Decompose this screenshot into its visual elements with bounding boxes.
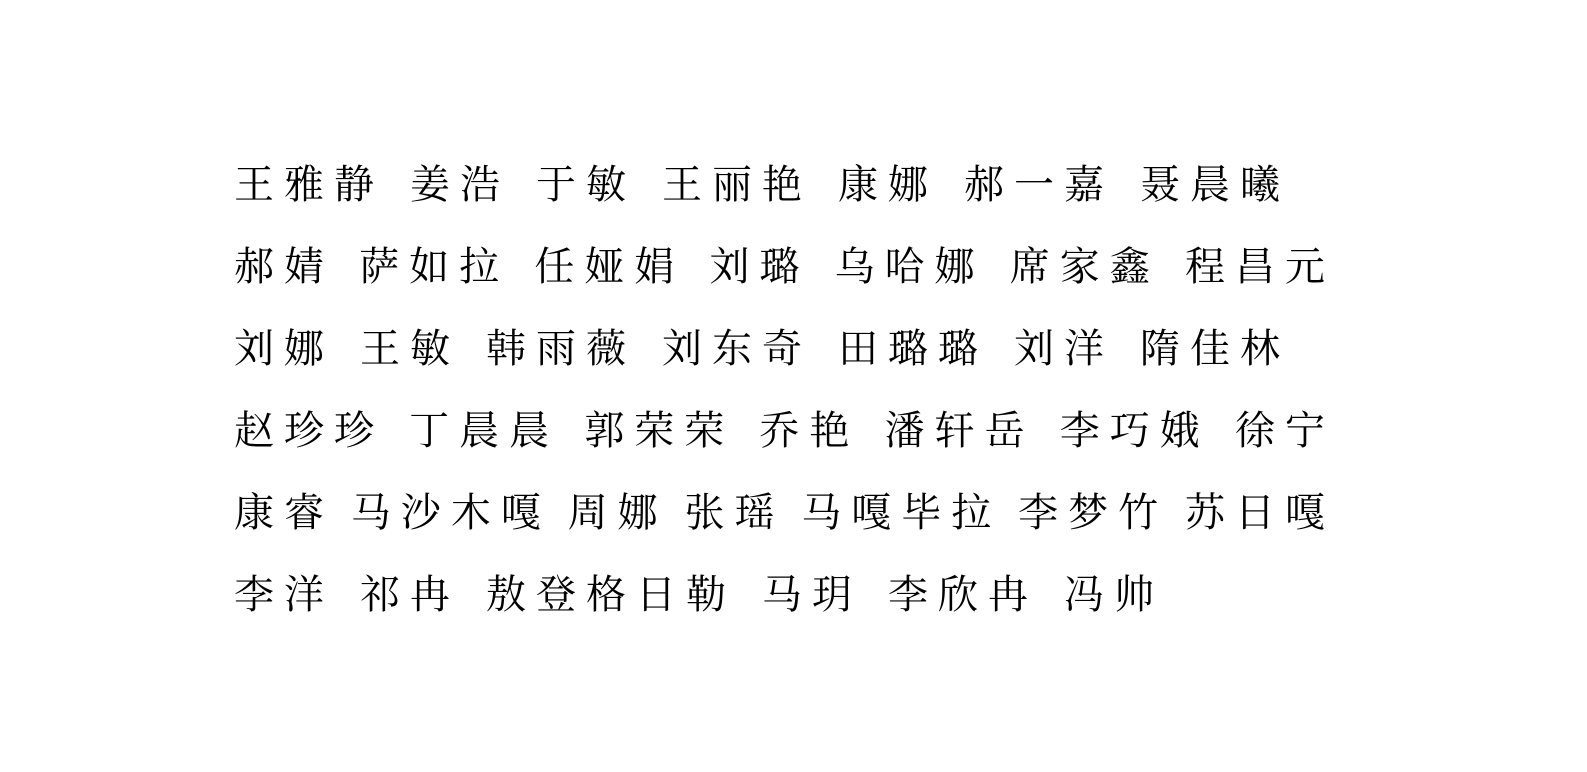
name-row: [234, 468, 1335, 550]
person-name: 康娜: [838, 161, 938, 207]
person-name: 刘洋: [1014, 325, 1114, 371]
name-row: [234, 550, 1335, 632]
person-name: 丁晨晨: [409, 407, 560, 453]
person-name: 聂晨曦: [1140, 161, 1290, 207]
person-name: 刘娜: [234, 325, 334, 371]
person-name: 张瑶: [684, 489, 785, 535]
person-name: 祁冉: [360, 571, 460, 617]
person-name: 田璐璐: [838, 325, 988, 371]
person-name: 潘轩岳: [884, 407, 1035, 453]
person-name: 刘东奇: [662, 325, 812, 371]
person-name: 王丽艳: [662, 161, 812, 207]
person-name: 李梦竹: [1018, 489, 1169, 535]
name-row: [234, 386, 1335, 468]
person-name: 苏日嘎: [1184, 489, 1335, 535]
person-name: 敖登格日勒: [486, 571, 736, 617]
person-name: 郝婧: [234, 243, 334, 289]
person-name: 程昌元: [1184, 243, 1335, 289]
person-name: 李欣冉: [888, 571, 1038, 617]
person-name: 于敏: [536, 161, 636, 207]
person-name: 冯帅: [1064, 571, 1164, 617]
name-row: [234, 222, 1335, 304]
person-name: 萨如拉: [359, 243, 510, 289]
person-name: 王敏: [360, 325, 460, 371]
person-name: 李洋: [234, 571, 334, 617]
person-name: 康睿: [234, 489, 334, 535]
person-name: 韩雨薇: [486, 325, 636, 371]
person-name: 周娜: [567, 489, 668, 535]
person-name: 马嘎毕拉: [801, 489, 1002, 535]
person-name: 乔艳: [759, 407, 860, 453]
person-name: 姜浩: [410, 161, 510, 207]
person-name: 郭荣荣: [584, 407, 735, 453]
name-list: [234, 140, 1335, 632]
person-name: 乌哈娜: [834, 243, 985, 289]
person-name: 马沙木嘎: [350, 489, 551, 535]
name-row: [234, 140, 1335, 222]
person-name: 郝一嘉: [964, 161, 1114, 207]
person-name: 王雅静: [234, 161, 384, 207]
person-name: 徐宁: [1234, 407, 1335, 453]
person-name: 任娅娟: [534, 243, 685, 289]
person-name: 隋佳林: [1140, 325, 1290, 371]
person-name: 席家鑫: [1009, 243, 1160, 289]
person-name: 李巧娥: [1059, 407, 1210, 453]
person-name: 马玥: [762, 571, 862, 617]
name-row: [234, 304, 1335, 386]
person-name: 赵珍珍: [234, 407, 384, 453]
person-name: 刘璐: [709, 243, 810, 289]
